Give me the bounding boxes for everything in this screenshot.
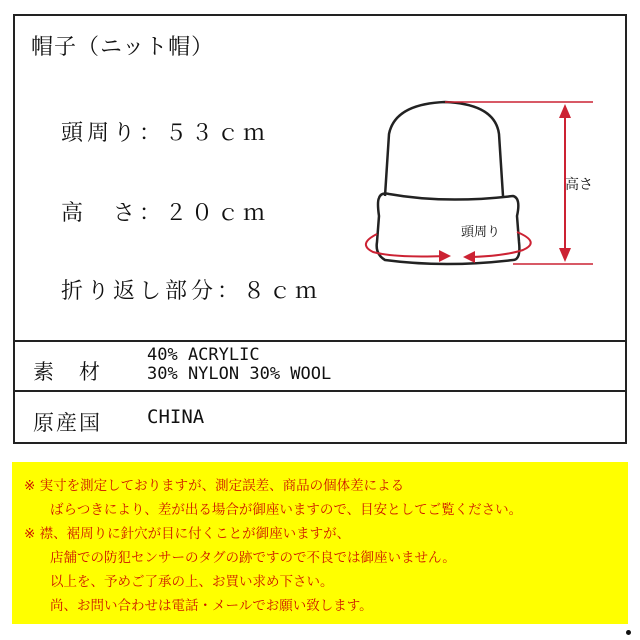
- spec-table: [13, 14, 627, 444]
- notice-line-6: 尚、お問い合わせは電話・メールでお願い致します。: [50, 598, 373, 614]
- divider-1: [15, 340, 625, 342]
- material-label: 素 材: [33, 360, 102, 384]
- height-label: 高さ: [565, 177, 593, 193]
- beanie-crown-outline: [385, 102, 503, 196]
- notice-line-2: ばらつきにより、差が出る場合が御座いますので、目安としてご覧ください。: [50, 502, 523, 518]
- notice-line-5: 以上を、予めご了承の上、お買い求め下さい。: [50, 574, 334, 590]
- fold-spec: 折り返し部分：８ｃｍ: [61, 279, 322, 304]
- head-circumference-spec: 頭周り：５３ｃｍ: [61, 121, 270, 146]
- material-line-2: 30% NYLON 30% WOOL: [147, 364, 332, 384]
- circumference-arrowhead-left: [439, 250, 451, 262]
- material-value: [147, 346, 331, 384]
- corner-dot: [626, 630, 631, 635]
- height-arrowhead-bottom: [559, 248, 571, 262]
- origin-value: CHINA: [147, 406, 205, 428]
- notice-line-1: ※ 実寸を測定しておりますが、測定誤差、商品の個体差による: [24, 478, 405, 494]
- product-title: 帽子（ニット帽）: [31, 35, 215, 60]
- material-line-1: 40% ACRYLIC: [147, 345, 260, 365]
- notice-line-3: ※ 襟、裾周りに針穴が目に付くことが御座いますが、: [24, 526, 351, 542]
- height-spec: 高 さ：２０ｃｍ: [61, 201, 270, 226]
- height-arrowhead-top: [559, 104, 571, 118]
- origin-label: 原産国: [33, 411, 102, 435]
- circumference-label: 頭周り: [461, 225, 501, 240]
- notice-box: [12, 462, 628, 624]
- circumference-arrowhead-right: [463, 251, 475, 263]
- size-section: [15, 16, 625, 340]
- divider-2: [15, 390, 625, 392]
- notice-line-4: 店舗での防犯センサーのタグの跡ですので不良では御座いません。: [50, 550, 456, 566]
